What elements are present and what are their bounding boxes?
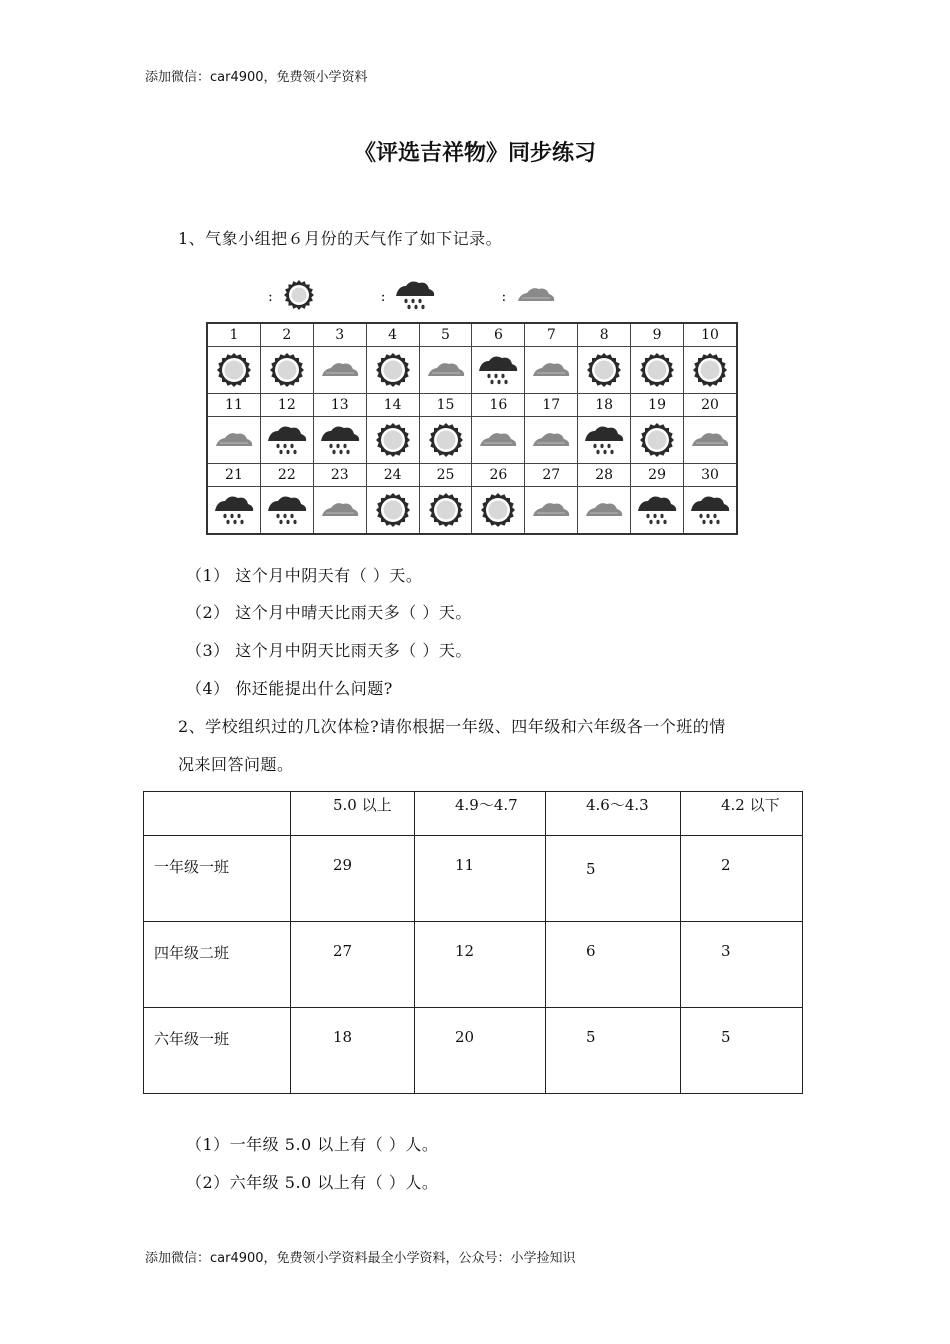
table-cell: 5 [546, 1008, 681, 1094]
sun-icon [419, 487, 472, 535]
day-number: 18 [578, 394, 631, 417]
question-2-stem-line-1: 2、学校组织过的几次体检?请你根据一年级、四年级和六年级各一个班的情 [178, 717, 726, 736]
day-number: 29 [631, 464, 684, 487]
cloud-icon [512, 279, 560, 315]
cloud-icon [525, 487, 578, 535]
cloud-icon [525, 347, 578, 394]
cloud-icon [313, 347, 366, 394]
sun-icon [472, 487, 525, 535]
rain-cloud-icon [260, 487, 313, 535]
table-row [144, 922, 803, 1008]
day-number: 13 [313, 394, 366, 417]
day-number: 8 [578, 323, 631, 347]
question-1-sub-1: （1） 这个月中阴天有（ ）天。 [186, 566, 423, 585]
day-number: 30 [684, 464, 737, 487]
cloud-icon [684, 417, 737, 464]
table-cell: 5 [546, 836, 681, 922]
row-label: 六年级一班 [144, 1008, 291, 1094]
day-number: 24 [366, 464, 419, 487]
table-cell: 18 [291, 1008, 415, 1094]
day-number: 25 [419, 464, 472, 487]
legend-sep: : [501, 289, 507, 305]
table-cell: 20 [415, 1008, 546, 1094]
sun-icon [684, 347, 737, 394]
table-cell: 6 [546, 922, 681, 1008]
day-number: 27 [525, 464, 578, 487]
sun-icon [419, 417, 472, 464]
weather-legend [262, 280, 560, 314]
day-number: 1 [207, 323, 260, 347]
sun-icon [260, 347, 313, 394]
table-header-cell: 4.2 以下 [681, 792, 803, 836]
day-number: 2 [260, 323, 313, 347]
day-number: 5 [419, 323, 472, 347]
table-row [144, 836, 803, 922]
cloud-icon [419, 347, 472, 394]
table-cell: 12 [415, 922, 546, 1008]
legend-sep: : [380, 289, 386, 305]
day-number: 16 [472, 394, 525, 417]
day-number: 20 [684, 394, 737, 417]
cloud-icon [578, 487, 631, 535]
day-number: 17 [525, 394, 578, 417]
question-1-sub-3: （3） 这个月中阴天比雨天多（ ）天。 [186, 641, 472, 660]
cloud-icon [525, 417, 578, 464]
table-cell: 11 [415, 836, 546, 922]
sun-icon [578, 347, 631, 394]
cloud-icon [472, 417, 525, 464]
day-number: 12 [260, 394, 313, 417]
question-2-sub-1: （1）一年级 5.0 以上有（ ）人。 [186, 1135, 439, 1154]
day-number: 15 [419, 394, 472, 417]
question-1-sub-2: （2） 这个月中晴天比雨天多（ ）天。 [186, 603, 472, 622]
day-number: 11 [207, 394, 260, 417]
question-1-sub-4: （4） 你还能提出什么问题? [186, 679, 393, 698]
day-number: 14 [366, 394, 419, 417]
sun-icon [207, 347, 260, 394]
sun-icon [366, 487, 419, 535]
vision-table [143, 791, 803, 1094]
sun-icon [631, 347, 684, 394]
legend-sep: : [268, 289, 273, 305]
rain-cloud-icon [684, 487, 737, 535]
cloud-icon [207, 417, 260, 464]
page-footer: 添加微信：car4900，免费领小学资料最全小学资料，公众号：小学捡知识 [145, 1251, 576, 1266]
table-cell: 27 [291, 922, 415, 1008]
rain-cloud-icon [207, 487, 260, 535]
day-number: 7 [525, 323, 578, 347]
table-header-cell [144, 792, 291, 836]
day-number: 28 [578, 464, 631, 487]
sun-icon [366, 417, 419, 464]
page-header: 添加微信：car4900，免费领小学资料 [145, 70, 368, 85]
day-number: 19 [631, 394, 684, 417]
page-title: 《评选吉祥物》同步练习 [353, 141, 596, 166]
question-2-stem-line-2: 况来回答问题。 [178, 755, 294, 774]
rain-cloud-icon [631, 487, 684, 535]
question-2-sub-2: （2）六年级 5.0 以上有（ ）人。 [186, 1173, 439, 1192]
day-number: 10 [684, 323, 737, 347]
table-row [144, 1008, 803, 1094]
day-number: 26 [472, 464, 525, 487]
table-header-cell: 4.6～4.3 [546, 792, 681, 836]
day-number: 21 [207, 464, 260, 487]
cloud-icon [313, 487, 366, 535]
day-number: 23 [313, 464, 366, 487]
rain-cloud-icon [313, 417, 366, 464]
table-cell: 5 [681, 1008, 803, 1094]
day-number: 9 [631, 323, 684, 347]
table-cell: 3 [681, 922, 803, 1008]
table-header-cell: 4.9～4.7 [415, 792, 546, 836]
table-cell: 29 [291, 836, 415, 922]
rain-cloud-icon [578, 417, 631, 464]
row-label: 四年级二班 [144, 922, 291, 1008]
weather-calendar [206, 322, 738, 535]
table-cell: 2 [681, 836, 803, 922]
day-number: 22 [260, 464, 313, 487]
sun-icon [631, 417, 684, 464]
table-header-cell: 5.0 以上 [291, 792, 415, 836]
rain-cloud-icon [472, 347, 525, 394]
rain-cloud-icon [391, 279, 439, 315]
sun-icon [279, 279, 319, 315]
day-number: 3 [313, 323, 366, 347]
day-number: 4 [366, 323, 419, 347]
row-label: 一年级一班 [144, 836, 291, 922]
day-number: 6 [472, 323, 525, 347]
rain-cloud-icon [260, 417, 313, 464]
question-1-stem: 1、气象小组把６月份的天气作了如下记录。 [178, 229, 503, 248]
sun-icon [366, 347, 419, 394]
